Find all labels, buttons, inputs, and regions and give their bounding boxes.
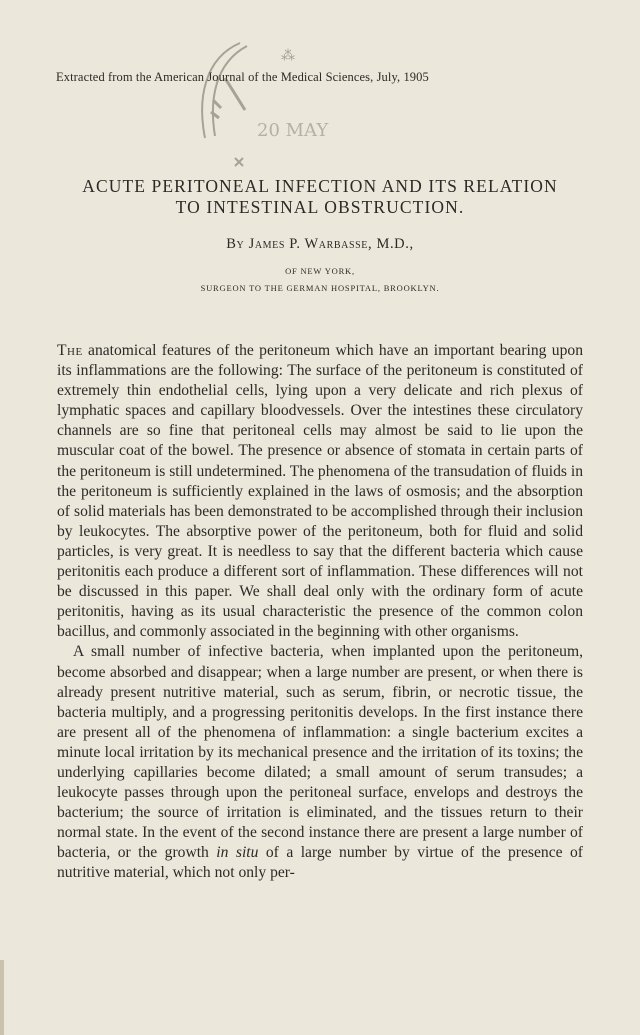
stamp-date-text: 20 MAY — [257, 120, 329, 141]
paragraph-1-first-word: The — [57, 342, 83, 359]
paragraph-1-text: anatomical features of the peritoneum which have an important bearing upon its inflammations are the following: The surface of the peritoneum is constituted of extremely thin endothelial cells, lying upon a very delicate and rich plexus of lymphatic spaces and capillary bloodvessels. Over the intestines these circulatory channels are so fine that peritoneal cells may almost be said to lie upon the muscular coat of the bowel. The presence or absence of stomata in certain parts of the peritoneum is still undetermined. The phenomena of the transudation of fluids in the peritoneum is sufficiently explained in the laws of osmosis; and the absorption of solid materials has been demonstrated to be accomplished through their inclusion by leukocytes. The absorptive power of the peritoneum, both for fluid and solid particles, is very great. It is needless to say that the different bacteria which cause peritonitis each produce a different sort of inflammation. These differences will not be discussed in this paper. We shall deal only with the ordinary form of acute peritonitis, having as its usual characteristic the presence of the common colon bacillus, and commonly associated in the beginning with other organisms. — [57, 342, 583, 641]
svg-text:⁂: ⁂ — [281, 48, 295, 64]
author-city: OF NEW YORK, — [285, 266, 355, 276]
paragraph-1 — [57, 341, 583, 642]
source-citation: Extracted from the American Journal of the Medical Sciences, July, 1905 — [56, 70, 429, 84]
paragraph-2-text-a: A small number of infective bacteria, when implanted upon the peritoneum, become absorbed and disappear; when a large number are present, or when there is already present nutritive material, such as serum, fibrin, or necrotic tissue, the bacteria multiply, and a progressing peritonitis develops. In the first instance there are present all of the phenomena of inflammation: a single bacterium excites a minute local irritation by its mechanical presence and the irritation of its toxins; the underlying capillaries become dilated; a small amount of serum transudes; a leukocyte passes through upon the peritoneal surface, envelops and destroys the bacterium; the source of irritation is eliminated, and the tissues return to their normal state. In the event of the second instance there are present a large number of bacteria, or the growth — [57, 643, 583, 862]
paragraph-2 — [57, 642, 583, 883]
paragraph-2-italic: in situ — [216, 844, 259, 862]
author-byline — [0, 236, 640, 253]
author-prefix: By — [226, 236, 245, 252]
author-position: SURGEON TO THE GERMAN HOSPITAL, BROOKLYN. — [200, 283, 440, 293]
article-body — [57, 341, 583, 884]
library-stamp-icon — [185, 38, 329, 168]
page-edge-shadow — [0, 960, 4, 1035]
title-line-2: TO INTESTINAL OBSTRUCTION. — [175, 197, 465, 217]
author-name: James P. Warbasse, M.D., — [248, 236, 414, 252]
article-title — [0, 176, 640, 218]
title-line-1: ACUTE PERITONEAL INFECTION AND ITS RELATION — [82, 176, 558, 196]
paragraph-2-text-b: of a large number by virtue of the presence of nutritive material, which not only per- — [57, 844, 583, 882]
